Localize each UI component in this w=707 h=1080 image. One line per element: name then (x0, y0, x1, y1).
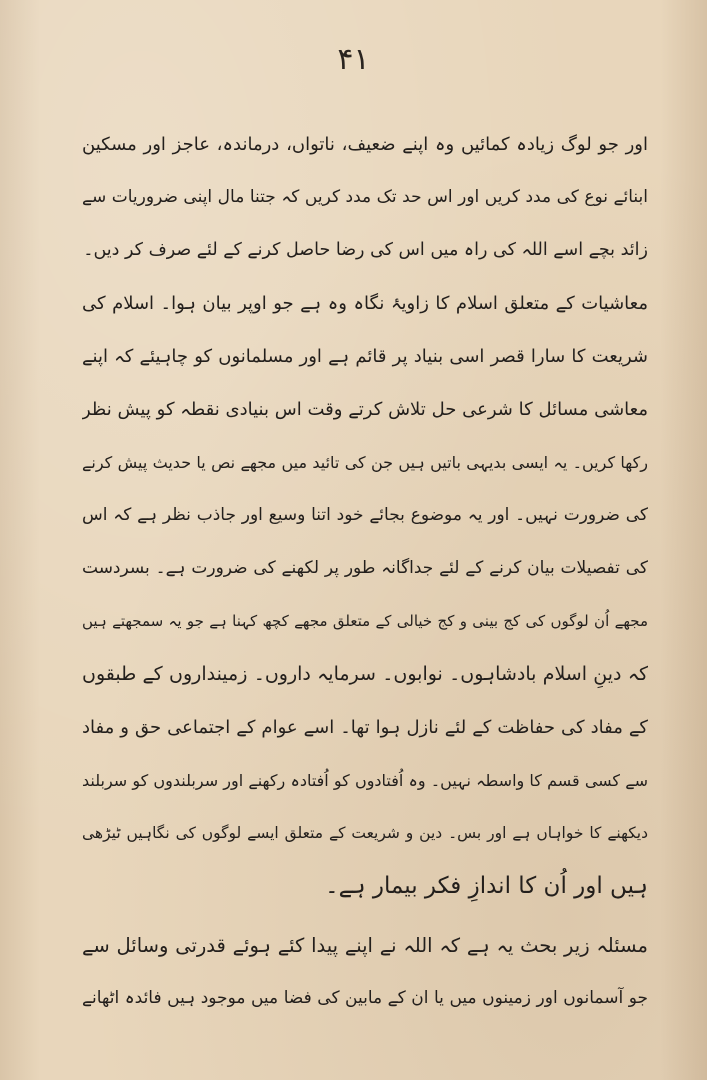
text-line-7: رکھا کریں۔ یہ ایسی بدیہی باتیں ہیں جن کی تائید میں مجھے نص یا حدیث پیش کرنے (82, 453, 648, 472)
text-line-13: سے کسی قسم کا واسطہ نہیں۔ وہ اُفتادوں کو اُفتادہ رکھنے اور سربلندوں کو سربلند (82, 771, 648, 790)
text-line-5: شریعت کا سارا قصر اسی بنیاد پر قائم ہے اور مسلمانوں کو چاہیئے کہ اپنے (82, 346, 648, 367)
text-line-10: مجھے اُن لوگوں کی کج بینی و کج خیالی کے متعلق مجھے کچھ کہنا ہے جو یہ سمجھتے ہیں (82, 612, 648, 630)
text-line-8: کی ضرورت نہیں۔ اور یہ موضوع بجائے خود اتنا وسیع اور جاذب نظر ہے کہ اس (82, 505, 648, 525)
text-line-4: معاشیات کے متعلق اسلام کا زاویۂ نگاہ وہ ہے جو اوپر بیان ہوا۔ اسلام کی (82, 293, 648, 314)
page-number: ۴۱ (337, 42, 370, 77)
text-line-12: کے مفاد کی حفاظت کے لئے نازل ہوا تھا۔ اسے عوام کے اجتماعی حق و مفاد (82, 717, 648, 738)
text-line-17: جو آسمانوں اور زمینوں میں یا ان کے مابین کی فضا میں موجود ہیں فائدہ اٹھانے (82, 988, 648, 1008)
text-line-15: ہیں اور اُن کا اندازِ فکر بیمار ہے۔ (325, 873, 648, 899)
text-line-3: زائد بچے اسے اللہ کی راہ میں اس کی رضا حاصل کرنے کے لئے صرف کر دیں۔ (83, 240, 648, 260)
text-line-11: کہ دینِ اسلام بادشاہوں۔ نوابوں۔ سرمایہ داروں۔ زمینداروں کے طبقوں (82, 663, 648, 685)
page-text-body (82, 118, 648, 1025)
text-line-16: مسئلہ زیر بحث یہ ہے کہ اللہ نے اپنے پیدا کئے ہوئے قدرتی وسائل سے (82, 934, 648, 957)
text-line-2: ابنائے نوع کی مدد کریں اور اس حد تک مدد کریں کہ جتنا مال اپنی ضروریات سے (82, 187, 648, 207)
text-line-1: اور جو لوگ زیادہ کمائیں وہ اپنے ضعیف، ناتواں، درماندہ، عاجز اور مسکین (82, 134, 648, 155)
text-line-14: دیکھنے کا خواہاں ہے اور بس۔ دین و شریعت کے متعلق ایسے لوگوں کی نگاہیں ٹیڑھی (82, 824, 648, 842)
text-line-9: کی تفصیلات بیان کرنے کے لئے جداگانہ طور پر لکھنے کی ضرورت ہے۔ بسردست (82, 558, 648, 578)
text-line-6: معاشی مسائل کا شرعی حل تلاش کرتے وقت اس بنیادی نقطہ کو پیش نظر (82, 399, 648, 420)
